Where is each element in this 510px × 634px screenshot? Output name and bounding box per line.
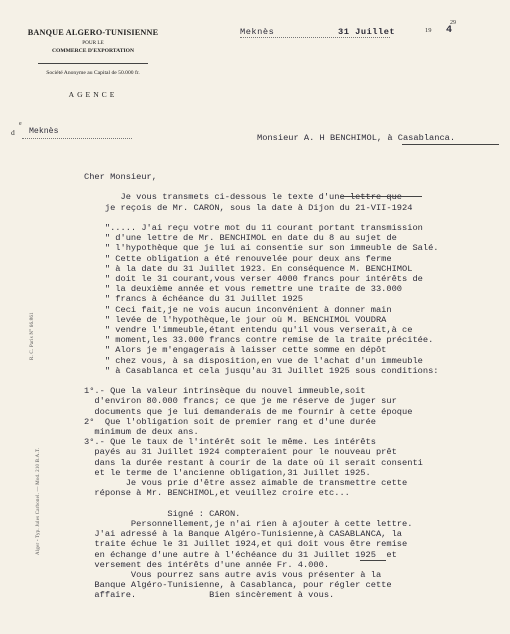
body-line: payés au 31 Juillet 1924 compteraient pour le nouveau prêt [84,447,397,458]
body-line: documents que je lui demanderais de me fournir à cette époque [84,406,413,417]
underline-year-1925 [360,560,386,561]
body-line: " vendre l'immeuble,étant entendu qu'il vous verserait,à ce [84,325,413,336]
body-line: dans la durée restant à courir de la date où il serait consenti [84,457,423,468]
body-line: " Cette obligation a été renouvelée pour deux ans ferme [84,253,392,264]
body-line: minimum de deux ans. [84,427,199,438]
body-line: 1°.- Que la valeur intrinsèque du nouvel immeuble,soit [84,386,366,397]
body-line: " chez vous, à sa disposition,en vue de l'achat d'un immeuble [84,355,423,366]
body-line: Je vous prie d'être assez aimable de transmettre cette [84,478,408,489]
letterhead-agence: AGENCE [68,90,118,99]
header-year: 4 [446,25,453,36]
letterhead-commerce: COMMERCE D'EXPORTATION [51,48,135,54]
side-print-rc: R. C. Paris N° 66.861 [30,312,35,360]
letterhead [14,28,172,99]
body-line: réponse à Mr. BENCHIMOL,et veuillez croire etc... [84,488,350,499]
recipient-line: Monsieur A. H BENCHIMOL, à Casablanca. [257,133,456,143]
body-line: Je vous transmets ci-dessous le texte d'une lettre que [84,192,403,203]
body-line: " à la date du 31 Juillet 1923. En conséquence M. BENCHIMOL [84,263,413,274]
body-line: " l'hypothèque que je lui ai consentie sur son immeuble de Salé. [84,243,439,254]
letter-body [84,172,439,601]
letterhead-rule [38,63,148,64]
body-line: et le terme de l'ancienne obligation,31 Juillet 1925. [84,467,371,478]
body-line: " moment,les 33.000 francs contre remise de la traite précitée. [84,335,434,346]
bank-name: BANQUE ALGERO-TUNISIENNE [27,28,159,37]
body-line: en échange d'une autre à l'échéance du 31 Juillet 1925 et [84,549,397,560]
body-line: J'ai adressé à la Banque Algéro-Tunisienne,à CASABLANCA, la [84,529,403,540]
header-place: Meknès [240,27,275,37]
recipient-underline [402,144,499,145]
body-line: " d'une lettre de Mr. BENCHIMOL en date du 8 au sujet de [84,233,397,244]
side-print-printer: Alger - Typ. Jules Carbonel. — Mod. 210 B.A.T. [36,447,41,555]
body-line: " la deuxième année et vous remettre une traite de 33.000 [84,284,403,295]
body-line: je reçois de Mr. CARON, sous la date à Dijon du 21-VII-1924 [84,202,413,213]
body-line: d'environ 80.000 francs; ce que je me réserve de juger sur [84,396,397,407]
body-line: " Ceci fait,je ne vois aucun inconvénient à donner main [84,304,392,315]
body-line: 3°.- Que le taux de l'intérêt soit le même. Les intérêts [84,437,376,448]
place2-dotted-line [22,138,132,139]
body-line: Signé : CARON. [84,508,241,519]
body-line: Vous pourrez sans autre avis vous présenter à la [84,569,382,580]
body-line: " Alors je m'engagerais à laisser cette somme en dépôt [84,345,387,356]
body-line: Banque Algéro-Tunisienne, à Casablanca, pour régler cette [84,580,392,591]
body-line: " doit le 31 courant,vous verser 4000 francs pour intérêts de [84,274,423,285]
year-superscript: 29 [450,20,456,26]
body-line: Personnellement,je n'ai rien à ajouter à cette lettre. [84,518,413,529]
body-line: " à Casablanca et cela jusqu'au 31 Juillet 1925 sous conditions: [84,365,439,376]
body-line: affaire. Bien sincèrement à vous. [84,590,335,601]
letterhead-societe: Société Anonyme au Capital de 50.000 fr. [46,70,140,76]
body-line [84,182,439,192]
place2-superscript: e [19,121,22,127]
year-prefix: 19 [425,27,432,34]
body-line: 2° Que l'obligation soit de premier rang et d'une durée [84,416,376,427]
letterhead-pour-le: POUR LE [82,40,104,46]
place2-prefix: d [11,128,15,137]
body-line: " levée de l'hypothèque,le jour où M. BENCHIMOL VOUDRA [84,314,387,325]
body-line: "..... J'ai reçu votre mot du 11 courant portant transmission [84,223,423,234]
header-date: 31 Juillet [338,27,396,37]
body-line [84,213,439,223]
body-line [84,376,439,386]
header-place-secondary: Meknès [29,127,59,136]
body-line [84,499,439,509]
body-line: traite échue le 31 Juillet 1924,et qui doit vous être remise [84,539,408,550]
body-line: " francs à échéance du 31 Juillet 1925 [84,294,303,305]
body-line: versement des intérêts d'une année Fr. 4.000. [84,559,330,570]
body-line: Cher Monsieur, [84,172,157,182]
underline-date-dijon [340,196,422,197]
